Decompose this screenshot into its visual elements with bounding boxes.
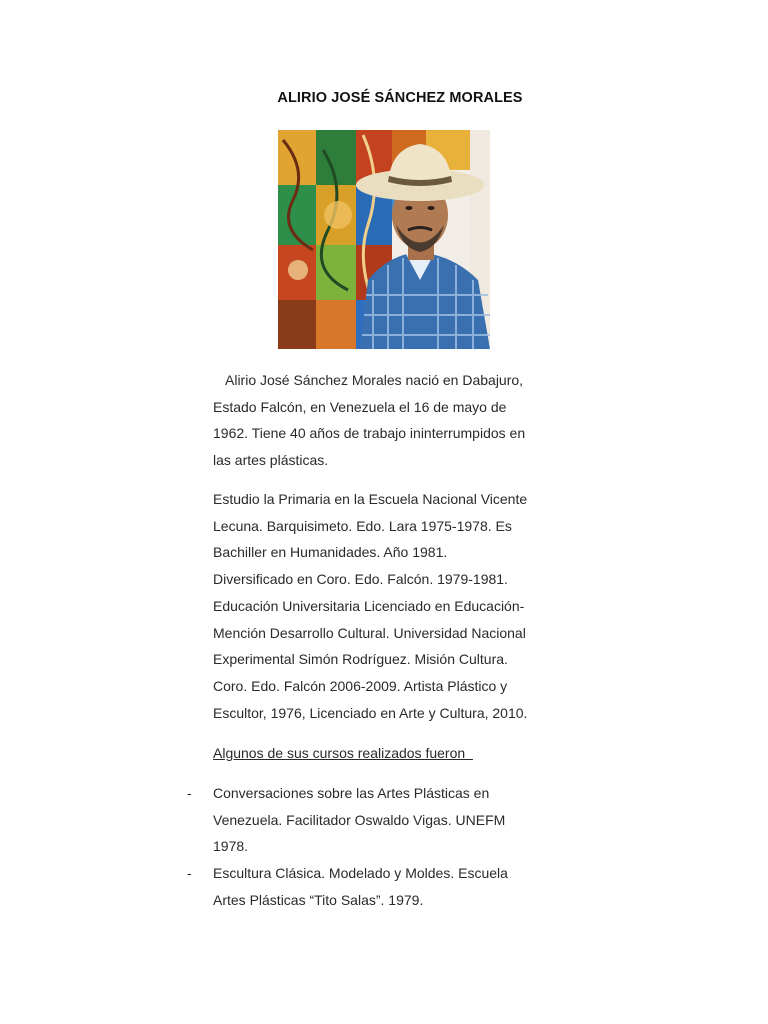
paragraph-line: Bachiller en Humanidades. Año 1981. — [213, 544, 448, 561]
paragraph-line: Educación Universitaria Licenciado en Educación- — [213, 597, 525, 614]
biography-paragraph-birth — [213, 367, 554, 474]
paragraph-line: Mención Desarrollo Cultural. Universidad Nacional — [213, 624, 526, 641]
paragraph-line: Lecuna. Barquisimeto. Edo. Lara 1975-1978. Es — [213, 517, 512, 534]
courses-heading: Algunos de sus cursos realizados fueron — [213, 745, 473, 761]
bullet-dash: - — [187, 785, 192, 801]
list-item-line: Artes Plásticas “Tito Salas”. 1979. — [213, 891, 424, 908]
paragraph-line: Estado Falcón, en Venezuela el 16 de mayo de — [213, 398, 507, 415]
document-title: ALIRIO JOSÉ SÁNCHEZ MORALES — [277, 90, 523, 106]
portrait-photo — [278, 130, 490, 349]
bullet-dash: - — [187, 865, 192, 882]
paragraph-line: Estudio la Primaria en la Escuela Nacional Vicente — [213, 491, 528, 507]
paragraph-line: Experimental Simón Rodríguez. Misión Cultura. — [213, 651, 508, 668]
list-item — [187, 780, 557, 860]
courses-list — [187, 780, 557, 914]
paragraph-line: Alirio José Sánchez Morales nació en Dabajuro, — [225, 372, 524, 388]
list-item-line: Escultura Clásica. Modelado y Moldes. Escuela — [213, 865, 508, 882]
list-item-line: 1978. — [213, 838, 249, 855]
biography-paragraph-education — [213, 486, 554, 726]
paragraph-line: las artes plásticas. — [213, 452, 329, 469]
list-item-line: Conversaciones sobre las Artes Plásticas en — [213, 785, 490, 801]
list-item — [187, 860, 557, 913]
paragraph-line: Coro. Edo. Falcón 2006-2009. Artista Plástico y — [213, 677, 508, 694]
paragraph-line: Escultor, 1976, Licenciado en Arte y Cultura, 2010. — [213, 704, 528, 721]
paragraph-line: Diversificado en Coro. Edo. Falcón. 1979-1981. — [213, 571, 508, 588]
list-item-line: Venezuela. Facilitador Oswaldo Vigas. UNEFM — [213, 811, 506, 828]
paragraph-line: 1962. Tiene 40 años de trabajo ininterrumpidos en — [213, 425, 526, 442]
